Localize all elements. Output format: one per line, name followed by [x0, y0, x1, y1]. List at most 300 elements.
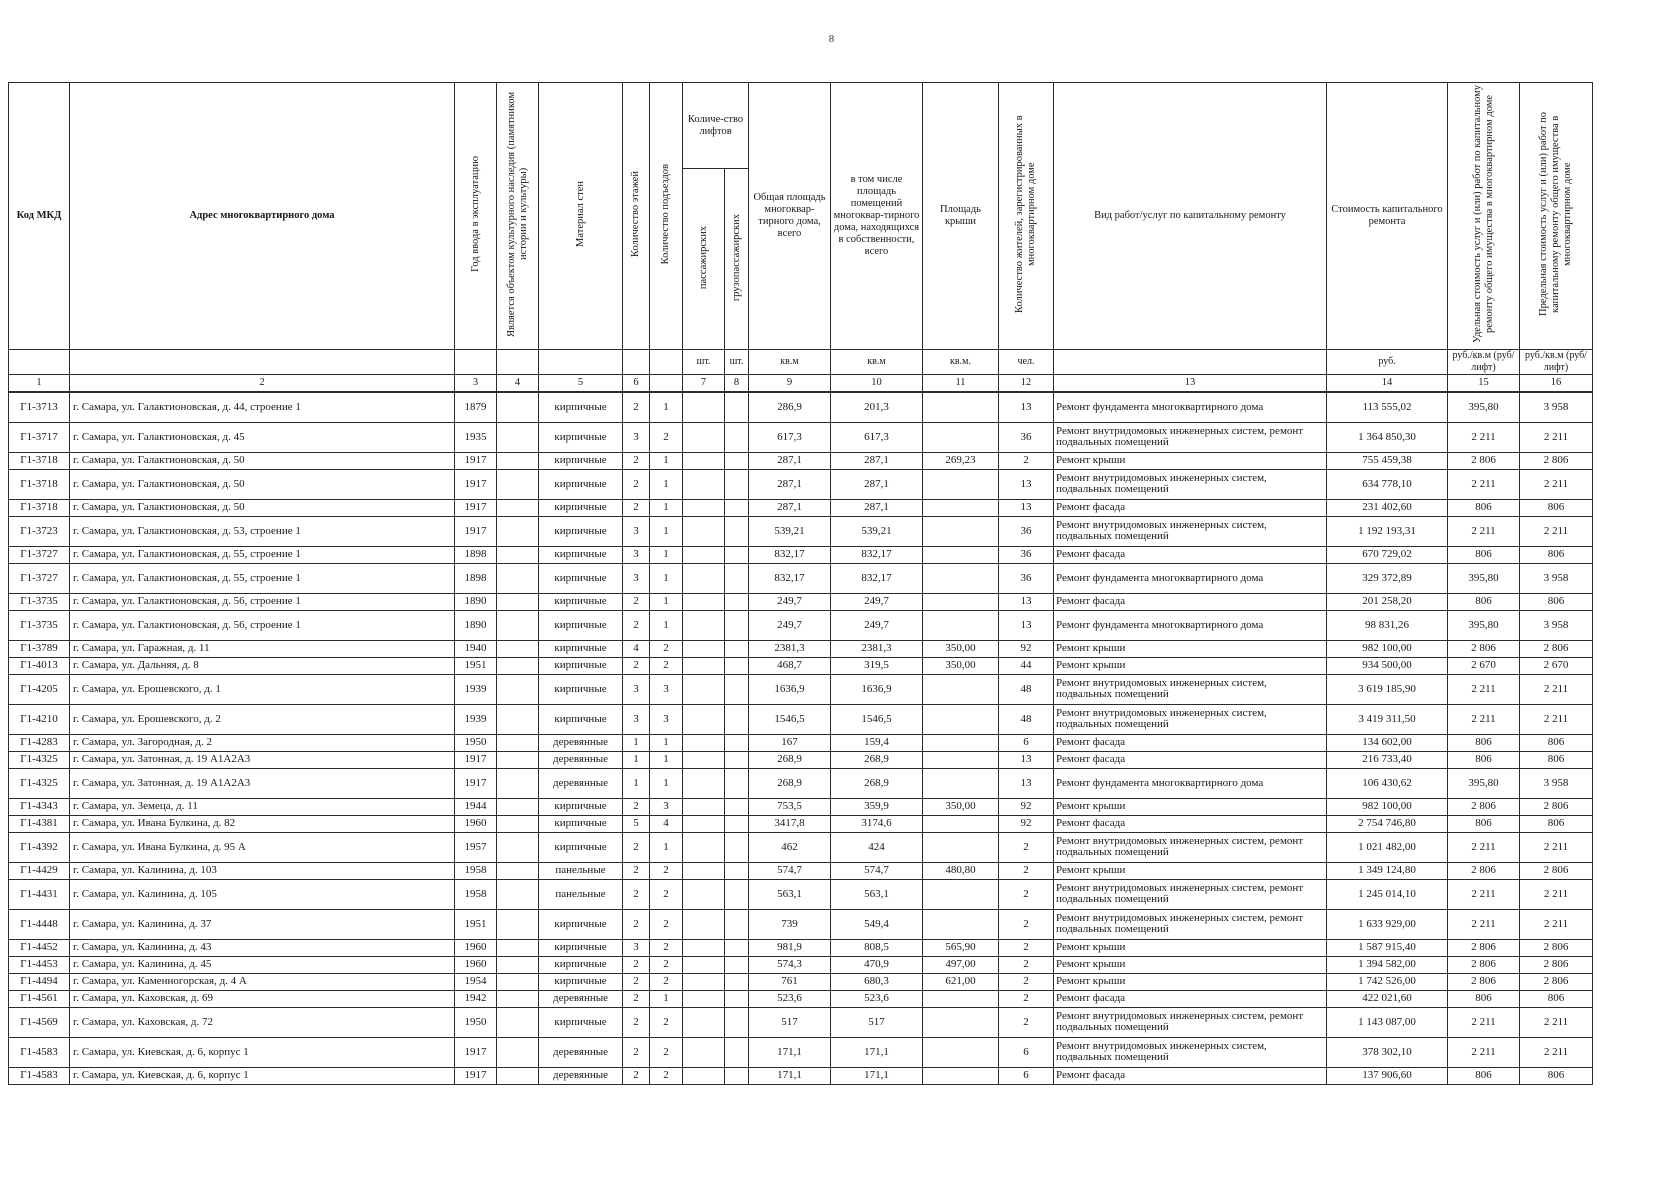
- cell-code: Г1-3718: [9, 499, 70, 516]
- table-row: [9, 751, 1593, 768]
- cell-material: кирпичные: [539, 640, 623, 657]
- cell-entrances: 2: [650, 657, 683, 674]
- cell-lifts-pass: [683, 563, 725, 593]
- cell-total-area: 268,9: [749, 751, 831, 768]
- cell-entrances: 1: [650, 469, 683, 499]
- cell-heritage: [497, 657, 539, 674]
- cell-lifts-cargo: [725, 422, 749, 452]
- cell-work-type: Ремонт внутридомовых инженерных систем, ремонт подвальных помещений: [1054, 879, 1327, 909]
- cell-residents: 2: [999, 990, 1054, 1007]
- cell-year: 1917: [455, 469, 497, 499]
- cell-owned-area: 319,5: [831, 657, 923, 674]
- cell-roof-area: 565,90: [923, 939, 999, 956]
- column-number: 8: [725, 375, 749, 393]
- header-cost: Стоимость капитального ремонта: [1327, 83, 1448, 350]
- cell-owned-area: 3174,6: [831, 815, 923, 832]
- cell-work-type: Ремонт внутридомовых инженерных систем, ремонт подвальных помещений: [1054, 832, 1327, 862]
- header-residents: Количество жителей, зарегистрированных в многоквартирном доме: [1014, 115, 1037, 313]
- cell-work-type: Ремонт внутридомовых инженерных систем, ремонт подвальных помещений: [1054, 909, 1327, 939]
- cell-roof-area: [923, 815, 999, 832]
- column-number: 4: [497, 375, 539, 393]
- cell-code: Г1-4583: [9, 1037, 70, 1067]
- cell-owned-area: 574,7: [831, 862, 923, 879]
- cell-material: кирпичные: [539, 546, 623, 563]
- cell-lifts-cargo: [725, 499, 749, 516]
- cell-address: г. Самара, ул. Галактионовская, д. 56, строение 1: [70, 593, 455, 610]
- cell-total-area: 286,9: [749, 392, 831, 422]
- cell-entrances: 2: [650, 879, 683, 909]
- cell-unit-cost: 2 211: [1448, 832, 1520, 862]
- cell-entrances: 3: [650, 704, 683, 734]
- column-number: 6: [623, 375, 650, 393]
- cell-code: Г1-4494: [9, 973, 70, 990]
- cell-code: Г1-3713: [9, 392, 70, 422]
- cell-lifts-pass: [683, 956, 725, 973]
- table-row: [9, 1067, 1593, 1084]
- cell-lifts-pass: [683, 734, 725, 751]
- cell-work-type: Ремонт внутридомовых инженерных систем, подвальных помещений: [1054, 469, 1327, 499]
- cell-lifts-pass: [683, 1037, 725, 1067]
- cell-total-area: 1636,9: [749, 674, 831, 704]
- cell-limit-cost: 2 211: [1520, 469, 1593, 499]
- cell-cost: 1 364 850,30: [1327, 422, 1448, 452]
- cell-cost: 755 459,38: [1327, 452, 1448, 469]
- cell-lifts-pass: [683, 862, 725, 879]
- header-unit-cost: Удельная стоимость услуг и (или) работ по капитальному ремонту общего имущества в многоквартирном доме: [1471, 84, 1495, 344]
- cell-residents: 13: [999, 392, 1054, 422]
- cell-limit-cost: 2 211: [1520, 516, 1593, 546]
- cell-owned-area: 359,9: [831, 798, 923, 815]
- cell-total-area: 268,9: [749, 768, 831, 798]
- cell-unit-cost: 2 806: [1448, 939, 1520, 956]
- cell-residents: 92: [999, 798, 1054, 815]
- cell-cost: 1 021 482,00: [1327, 832, 1448, 862]
- cell-lifts-pass: [683, 768, 725, 798]
- cell-limit-cost: 3 958: [1520, 392, 1593, 422]
- cell-address: г. Самара, ул. Калинина, д. 37: [70, 909, 455, 939]
- cell-material: кирпичные: [539, 657, 623, 674]
- cell-floors: 2: [623, 956, 650, 973]
- cell-work-type: Ремонт крыши: [1054, 657, 1327, 674]
- cell-cost: 106 430,62: [1327, 768, 1448, 798]
- cell-owned-area: 808,5: [831, 939, 923, 956]
- cell-entrances: 4: [650, 815, 683, 832]
- cell-year: 1939: [455, 674, 497, 704]
- column-number: 3: [455, 375, 497, 393]
- table-row: [9, 956, 1593, 973]
- cell-lifts-pass: [683, 392, 725, 422]
- cell-lifts-cargo: [725, 939, 749, 956]
- cell-year: 1958: [455, 862, 497, 879]
- cell-limit-cost: 2 806: [1520, 939, 1593, 956]
- cell-limit-cost: 2 670: [1520, 657, 1593, 674]
- cell-total-area: 739: [749, 909, 831, 939]
- cell-roof-area: [923, 392, 999, 422]
- cell-code: Г1-3735: [9, 610, 70, 640]
- table-row: [9, 469, 1593, 499]
- cell-floors: 2: [623, 452, 650, 469]
- cell-unit-cost: 395,80: [1448, 610, 1520, 640]
- cell-work-type: Ремонт фасада: [1054, 499, 1327, 516]
- cell-lifts-cargo: [725, 1007, 749, 1037]
- cell-entrances: 1: [650, 610, 683, 640]
- cell-roof-area: [923, 704, 999, 734]
- cell-limit-cost: 806: [1520, 593, 1593, 610]
- cell-code: Г1-4392: [9, 832, 70, 862]
- cell-residents: 36: [999, 563, 1054, 593]
- column-number: 16: [1520, 375, 1593, 393]
- cell-cost: 1 633 929,00: [1327, 909, 1448, 939]
- table-row: [9, 862, 1593, 879]
- cell-total-area: 3417,8: [749, 815, 831, 832]
- cell-total-area: 761: [749, 973, 831, 990]
- cell-limit-cost: 806: [1520, 1067, 1593, 1084]
- cell-lifts-cargo: [725, 452, 749, 469]
- table-row: [9, 563, 1593, 593]
- cell-lifts-cargo: [725, 392, 749, 422]
- cell-address: г. Самара, ул. Ерошевского, д. 1: [70, 674, 455, 704]
- cell-roof-area: [923, 422, 999, 452]
- cell-lifts-pass: [683, 452, 725, 469]
- cell-material: кирпичные: [539, 815, 623, 832]
- cell-lifts-cargo: [725, 516, 749, 546]
- cell-unit-cost: 806: [1448, 815, 1520, 832]
- cell-unit-cost: 2 211: [1448, 469, 1520, 499]
- cell-owned-area: 470,9: [831, 956, 923, 973]
- cell-lifts-pass: [683, 516, 725, 546]
- cell-limit-cost: 2 211: [1520, 909, 1593, 939]
- cell-lifts-pass: [683, 1007, 725, 1037]
- cell-work-type: Ремонт крыши: [1054, 973, 1327, 990]
- cell-total-area: 2381,3: [749, 640, 831, 657]
- cell-year: 1890: [455, 610, 497, 640]
- cell-roof-area: [923, 516, 999, 546]
- cell-lifts-pass: [683, 909, 725, 939]
- cell-floors: 1: [623, 734, 650, 751]
- cell-address: г. Самара, ул. Каменногорская, д. 4 А: [70, 973, 455, 990]
- cell-code: Г1-4381: [9, 815, 70, 832]
- cell-work-type: Ремонт крыши: [1054, 640, 1327, 657]
- cell-work-type: Ремонт внутридомовых инженерных систем, подвальных помещений: [1054, 674, 1327, 704]
- cell-floors: 2: [623, 610, 650, 640]
- table-row: [9, 734, 1593, 751]
- cell-lifts-cargo: [725, 704, 749, 734]
- cell-unit-cost: 2 211: [1448, 704, 1520, 734]
- cell-limit-cost: 2 211: [1520, 879, 1593, 909]
- cell-total-area: 287,1: [749, 499, 831, 516]
- cell-roof-area: [923, 593, 999, 610]
- cell-roof-area: [923, 674, 999, 704]
- units-row: [9, 350, 1593, 375]
- cell-heritage: [497, 610, 539, 640]
- cell-entrances: 1: [650, 593, 683, 610]
- cell-owned-area: 249,7: [831, 593, 923, 610]
- cell-roof-area: [923, 1037, 999, 1067]
- cell-heritage: [497, 640, 539, 657]
- column-number: 9: [749, 375, 831, 393]
- cell-lifts-pass: [683, 674, 725, 704]
- header-material: Материал стен: [574, 181, 586, 247]
- cell-owned-area: 517: [831, 1007, 923, 1037]
- header-heritage: Является объектом культурного наследия (памятником истории и культуры): [505, 91, 529, 337]
- cell-heritage: [497, 862, 539, 879]
- cell-limit-cost: 2 211: [1520, 674, 1593, 704]
- cell-cost: 137 906,60: [1327, 1067, 1448, 1084]
- table-row: [9, 939, 1593, 956]
- cell-address: г. Самара, ул. Галактионовская, д. 50: [70, 499, 455, 516]
- cell-floors: 3: [623, 674, 650, 704]
- cell-code: Г1-4429: [9, 862, 70, 879]
- cell-year: 1879: [455, 392, 497, 422]
- cell-owned-area: 832,17: [831, 563, 923, 593]
- header-owned-area: в том числе площадь помещений многоквар-тирного дома, находящихся в собственности, всего: [831, 83, 923, 350]
- cell-total-area: 171,1: [749, 1067, 831, 1084]
- cell-unit-cost: 395,80: [1448, 768, 1520, 798]
- cell-owned-area: 549,4: [831, 909, 923, 939]
- cell-floors: 2: [623, 862, 650, 879]
- cell-unit-cost: 2 211: [1448, 422, 1520, 452]
- cell-roof-area: 350,00: [923, 798, 999, 815]
- page-number: 8: [828, 33, 835, 45]
- cell-lifts-cargo: [725, 990, 749, 1007]
- cell-lifts-cargo: [725, 610, 749, 640]
- cell-work-type: Ремонт фасада: [1054, 593, 1327, 610]
- cell-lifts-cargo: [725, 879, 749, 909]
- cell-residents: 2: [999, 862, 1054, 879]
- cell-code: Г1-4453: [9, 956, 70, 973]
- cell-unit-cost: 2 806: [1448, 798, 1520, 815]
- cell-code: Г1-3789: [9, 640, 70, 657]
- cell-floors: 3: [623, 704, 650, 734]
- cell-total-area: 539,21: [749, 516, 831, 546]
- cell-total-area: 563,1: [749, 879, 831, 909]
- cell-cost: 134 602,00: [1327, 734, 1448, 751]
- cell-heritage: [497, 704, 539, 734]
- cell-material: кирпичные: [539, 563, 623, 593]
- cell-heritage: [497, 1067, 539, 1084]
- cell-residents: 2: [999, 956, 1054, 973]
- cell-floors: 2: [623, 593, 650, 610]
- cell-lifts-pass: [683, 499, 725, 516]
- cell-entrances: 1: [650, 392, 683, 422]
- cell-lifts-cargo: [725, 657, 749, 674]
- header-address: Адрес многоквартирного дома: [70, 83, 455, 350]
- cell-floors: 3: [623, 939, 650, 956]
- cell-limit-cost: 806: [1520, 734, 1593, 751]
- cell-lifts-pass: [683, 751, 725, 768]
- table-row: [9, 499, 1593, 516]
- header-limit-cost: Предельная стоимость услуг и (или) работ по капитальному ремонту общего имущества в многоквартирном доме: [1538, 111, 1573, 317]
- cell-lifts-pass: [683, 657, 725, 674]
- cell-roof-area: [923, 751, 999, 768]
- cell-unit-cost: 2 211: [1448, 674, 1520, 704]
- cell-unit-cost: 806: [1448, 593, 1520, 610]
- cell-cost: 422 021,60: [1327, 990, 1448, 1007]
- cell-lifts-pass: [683, 422, 725, 452]
- cell-work-type: Ремонт крыши: [1054, 956, 1327, 973]
- cell-lifts-cargo: [725, 640, 749, 657]
- cell-lifts-cargo: [725, 674, 749, 704]
- cell-lifts-cargo: [725, 832, 749, 862]
- cell-limit-cost: 806: [1520, 815, 1593, 832]
- cell-work-type: Ремонт фасада: [1054, 990, 1327, 1007]
- cell-material: кирпичные: [539, 1007, 623, 1037]
- header-lifts: Количе-ство лифтов: [683, 83, 749, 169]
- table-row: [9, 516, 1593, 546]
- unit-unit-cost: руб./кв.м (руб/лифт): [1448, 350, 1520, 375]
- cell-owned-area: 523,6: [831, 990, 923, 1007]
- cell-residents: 92: [999, 640, 1054, 657]
- cell-address: г. Самара, ул. Киевская, д. 6, корпус 1: [70, 1067, 455, 1084]
- cell-code: Г1-4452: [9, 939, 70, 956]
- cell-entrances: 1: [650, 832, 683, 862]
- column-number: [650, 375, 683, 393]
- cell-year: 1939: [455, 704, 497, 734]
- table-row: [9, 990, 1593, 1007]
- cell-entrances: 1: [650, 768, 683, 798]
- cell-owned-area: 249,7: [831, 610, 923, 640]
- cell-limit-cost: 2 211: [1520, 704, 1593, 734]
- cell-total-area: 249,7: [749, 610, 831, 640]
- cell-residents: 48: [999, 704, 1054, 734]
- column-number: 2: [70, 375, 455, 393]
- cell-owned-area: 287,1: [831, 499, 923, 516]
- cell-cost: 982 100,00: [1327, 640, 1448, 657]
- cell-floors: 2: [623, 1067, 650, 1084]
- header-lifts-cargo: грузопассажирских: [730, 213, 742, 301]
- cell-limit-cost: 806: [1520, 546, 1593, 563]
- cell-heritage: [497, 563, 539, 593]
- cell-cost: 378 302,10: [1327, 1037, 1448, 1067]
- cell-floors: 5: [623, 815, 650, 832]
- cell-total-area: 981,9: [749, 939, 831, 956]
- cell-entrances: 3: [650, 798, 683, 815]
- cell-owned-area: 617,3: [831, 422, 923, 452]
- cell-address: г. Самара, ул. Затонная, д. 19 А1А2А3: [70, 751, 455, 768]
- cell-heritage: [497, 909, 539, 939]
- cell-cost: 201 258,20: [1327, 593, 1448, 610]
- unit-lifts-pass: шт.: [683, 350, 725, 375]
- cell-work-type: Ремонт внутридомовых инженерных систем, подвальных помещений: [1054, 704, 1327, 734]
- cell-material: деревянные: [539, 1037, 623, 1067]
- table-row: [9, 674, 1593, 704]
- cell-work-type: Ремонт внутридомовых инженерных систем, подвальных помещений: [1054, 1037, 1327, 1067]
- cell-entrances: 1: [650, 751, 683, 768]
- cell-address: г. Самара, ул. Затонная, д. 19 А1А2А3: [70, 768, 455, 798]
- cell-entrances: 1: [650, 516, 683, 546]
- cell-heritage: [497, 1007, 539, 1037]
- cell-address: г. Самара, ул. Галактионовская, д. 53, строение 1: [70, 516, 455, 546]
- cell-material: кирпичные: [539, 909, 623, 939]
- cell-roof-area: [923, 563, 999, 593]
- table-body: [9, 392, 1593, 1084]
- cell-material: кирпичные: [539, 674, 623, 704]
- cell-heritage: [497, 768, 539, 798]
- column-number: 12: [999, 375, 1054, 393]
- cell-heritage: [497, 879, 539, 909]
- cell-address: г. Самара, ул. Загородная, д. 2: [70, 734, 455, 751]
- cell-address: г. Самара, ул. Гаражная, д. 11: [70, 640, 455, 657]
- cell-material: кирпичные: [539, 798, 623, 815]
- cell-lifts-cargo: [725, 862, 749, 879]
- cell-material: кирпичные: [539, 469, 623, 499]
- cell-residents: 36: [999, 516, 1054, 546]
- cell-residents: 2: [999, 909, 1054, 939]
- cell-heritage: [497, 973, 539, 990]
- cell-material: кирпичные: [539, 422, 623, 452]
- cell-lifts-pass: [683, 1067, 725, 1084]
- cell-total-area: 523,6: [749, 990, 831, 1007]
- cell-unit-cost: 806: [1448, 1067, 1520, 1084]
- cell-code: Г1-3727: [9, 563, 70, 593]
- table-row: [9, 879, 1593, 909]
- table-row: [9, 657, 1593, 674]
- cell-heritage: [497, 990, 539, 1007]
- cell-year: 1917: [455, 499, 497, 516]
- cell-entrances: 1: [650, 452, 683, 469]
- cell-entrances: 1: [650, 499, 683, 516]
- cell-owned-area: 2381,3: [831, 640, 923, 657]
- cell-heritage: [497, 815, 539, 832]
- cell-lifts-pass: [683, 815, 725, 832]
- cell-limit-cost: 806: [1520, 499, 1593, 516]
- cell-year: 1951: [455, 657, 497, 674]
- cell-lifts-pass: [683, 879, 725, 909]
- cell-code: Г1-3727: [9, 546, 70, 563]
- cell-cost: 1 587 915,40: [1327, 939, 1448, 956]
- cell-work-type: Ремонт фасада: [1054, 1067, 1327, 1084]
- cell-cost: 216 733,40: [1327, 751, 1448, 768]
- cell-heritage: [497, 422, 539, 452]
- cell-cost: 934 500,00: [1327, 657, 1448, 674]
- cell-floors: 2: [623, 657, 650, 674]
- cell-total-area: 574,7: [749, 862, 831, 879]
- cell-owned-area: 268,9: [831, 751, 923, 768]
- table-row: [9, 704, 1593, 734]
- cell-entrances: 2: [650, 1007, 683, 1037]
- cell-lifts-cargo: [725, 1037, 749, 1067]
- cell-roof-area: [923, 469, 999, 499]
- cell-year: 1917: [455, 516, 497, 546]
- cell-floors: 2: [623, 990, 650, 1007]
- cell-cost: 1 349 124,80: [1327, 862, 1448, 879]
- cell-total-area: 832,17: [749, 563, 831, 593]
- cell-lifts-pass: [683, 798, 725, 815]
- cell-entrances: 1: [650, 990, 683, 1007]
- cell-floors: 2: [623, 798, 650, 815]
- cell-total-area: 753,5: [749, 798, 831, 815]
- table-row: [9, 392, 1593, 422]
- cell-owned-area: 832,17: [831, 546, 923, 563]
- cell-floors: 2: [623, 879, 650, 909]
- cell-owned-area: 424: [831, 832, 923, 862]
- cell-year: 1942: [455, 990, 497, 1007]
- cell-cost: 670 729,02: [1327, 546, 1448, 563]
- cell-cost: 1 143 087,00: [1327, 1007, 1448, 1037]
- cell-roof-area: [923, 909, 999, 939]
- cell-total-area: 249,7: [749, 593, 831, 610]
- cell-residents: 13: [999, 499, 1054, 516]
- cell-lifts-cargo: [725, 751, 749, 768]
- cell-cost: 329 372,89: [1327, 563, 1448, 593]
- cell-material: деревянные: [539, 734, 623, 751]
- cell-material: кирпичные: [539, 939, 623, 956]
- header-work-type: Вид работ/услуг по капитальному ремонту: [1054, 83, 1327, 350]
- table-row: [9, 815, 1593, 832]
- cell-heritage: [497, 939, 539, 956]
- cell-address: г. Самара, ул. Галактионовская, д. 56, строение 1: [70, 610, 455, 640]
- unit-residents: чел.: [999, 350, 1054, 375]
